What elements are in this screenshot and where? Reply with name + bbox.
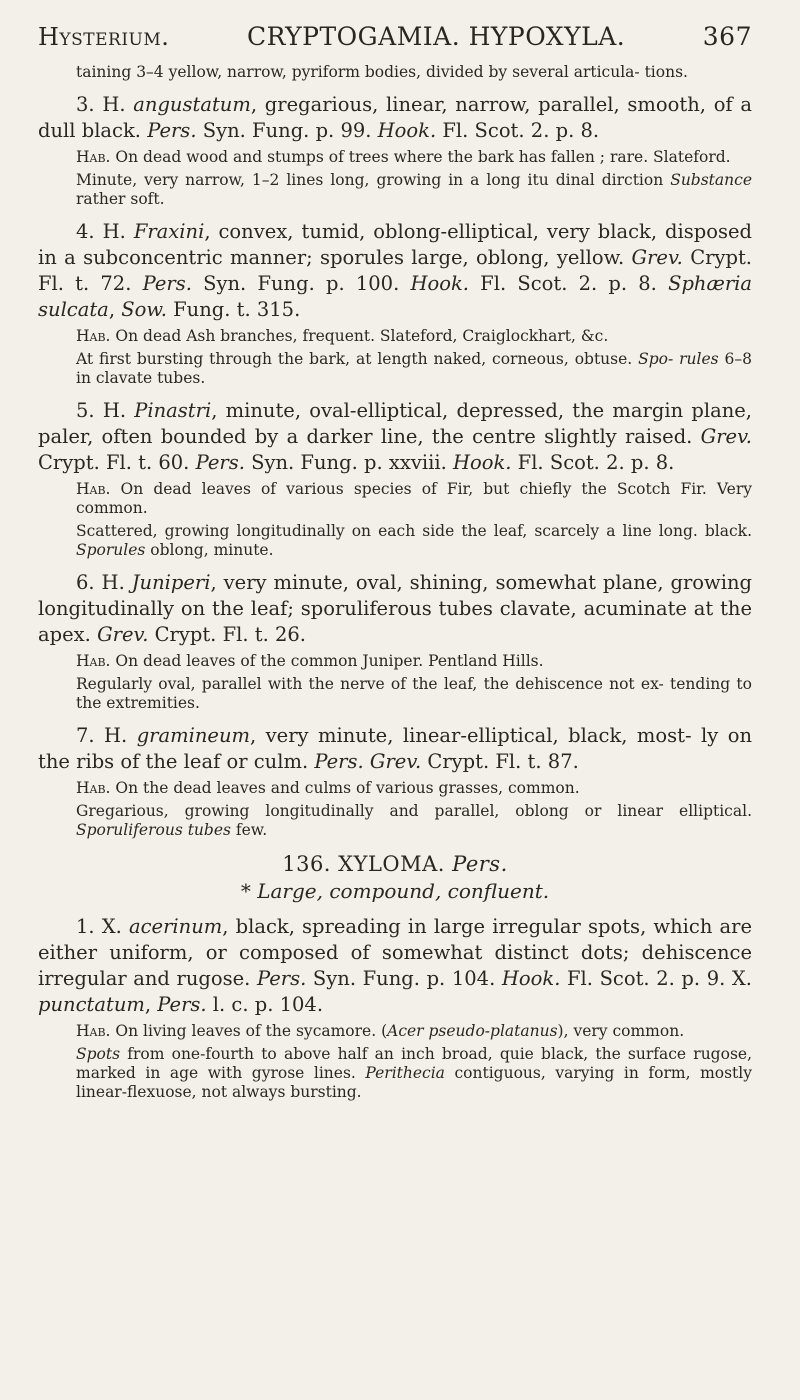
running-head-title: CRYPTOGAMIA. HYPOXYLA. <box>247 22 626 51</box>
species-name: acerinum <box>129 915 223 938</box>
species-entry-juniperi: 6. H. Juniperi, very minute, oval, shining, somewhat plane, growing longitudinally on the leaf; sporuliferous tubes clavate, acuminate at the apex. Grev. Crypt. Fl. t. 26. <box>38 571 753 646</box>
species-entry-angustatum: 3. H. angustatum, gregarious, linear, narrow, parallel, smooth, of a dull black. Pers. Syn. Fung. p. 99. Hook. Fl. Scot. 2. p. 8. <box>38 93 752 142</box>
running-head-genus: Hysterium. <box>38 23 170 51</box>
note-juniperi: Regularly oval, parallel with the nerve of the leaf, the dehiscence not ex- tending to the extremities. <box>76 675 752 712</box>
page-number: 367 <box>702 22 752 51</box>
species-entry-pinastri: 5. H. Pinastri, minute, oval-elliptical, depressed, the margin plane, paler, often bounded by a darker line, the centre slightly raised. Grev. Crypt. Fl. t. 60. Pers. Syn. Fung. p. xxviii. Hook. Fl. Scot. 2. p. 8. <box>38 399 752 474</box>
species-number: 3. H. <box>76 93 126 116</box>
note-acerinum: Spots from one-fourth to above half an inch broad, quie black, the surface rugose, marked in age with gyrose lines. Perithecia contiguous, varying in form, mostly linear-flexuose, not always bursting. <box>76 1045 752 1101</box>
note-gramineum: Gregarious, growing longitudinally and parallel, oblong or linear elliptical. Sporuliferous tubes few. <box>76 802 752 839</box>
note-fraxini: At first bursting through the bark, at length naked, corneous, obtuse. Spo- rules 6–8 in clavate tubes. <box>76 350 753 387</box>
species-name: angustatum <box>133 93 251 116</box>
species-name: Fraxini <box>133 220 205 243</box>
genus-subheading: * Large, compound, confluent. <box>240 879 550 903</box>
habitat-juniperi: Hab. On dead leaves of the common Juniper. Pentland Hills. <box>76 652 544 670</box>
habitat-angustatum: Hab. On dead wood and stumps of trees where the bark has fallen ; rare. Slateford. <box>76 148 731 166</box>
habitat-gramineum: Hab. On the dead leaves and culms of various grasses, common. <box>76 779 580 797</box>
species-entry-fraxini: 4. H. Fraxini, convex, tumid, oblong-elliptical, very black, disposed in a subconcentric manner; sporules large, oblong, yellow. Grev. Crypt. Fl. t. 72. Pers. Syn. Fung. p. 100. Hook. Fl. Scot. 2. p. 8. Sphæria sulcata, Sow. Fung. t. 315. <box>38 220 753 321</box>
habitat-acerinum: Hab. On living leaves of the sycamore. (Acer pseudo-platanus), very common. <box>76 1022 685 1040</box>
continuation-text: taining 3–4 yellow, narrow, pyriform bodies, divided by several articula- tions. <box>76 63 688 81</box>
species-name: gramineum <box>136 724 251 747</box>
habitat-fraxini: Hab. On dead Ash branches, frequent. Slateford, Craiglockhart, &c. <box>76 327 609 345</box>
note-pinastri: Scattered, growing longitudinally on each side the leaf, scarcely a line long. black. Sporules oblong, minute. <box>76 522 752 559</box>
genus-heading: 136. XYLOMA. Pers. <box>282 852 508 876</box>
species-entry-gramineum: 7. H. gramineum, very minute, linear-elliptical, black, most- ly on the ribs of the leaf or culm. Pers. Grev. Crypt. Fl. t. 87. <box>38 724 752 773</box>
species-name: Pinastri <box>134 399 212 422</box>
species-entry-acerinum: 1. X. acerinum, black, spreading in large irregular spots, which are either uniform, or composed of somewhat distinct dots; dehiscence irregular and rugose. Pers. Syn. Fung. p. 104. Hook. Fl. Scot. 2. p. 9. X. punctatum, Pers. l. c. p. 104. <box>38 915 753 1016</box>
habitat-pinastri: Hab. On dead leaves of various species of Fir, but chiefly the Scotch Fir. Very common. <box>76 480 752 517</box>
note-angustatum: Minute, very narrow, 1–2 lines long, growing in a long itu dinal dirction Substance rather soft. <box>76 171 752 208</box>
species-name: Juniperi <box>131 571 211 594</box>
running-head <box>38 22 752 51</box>
